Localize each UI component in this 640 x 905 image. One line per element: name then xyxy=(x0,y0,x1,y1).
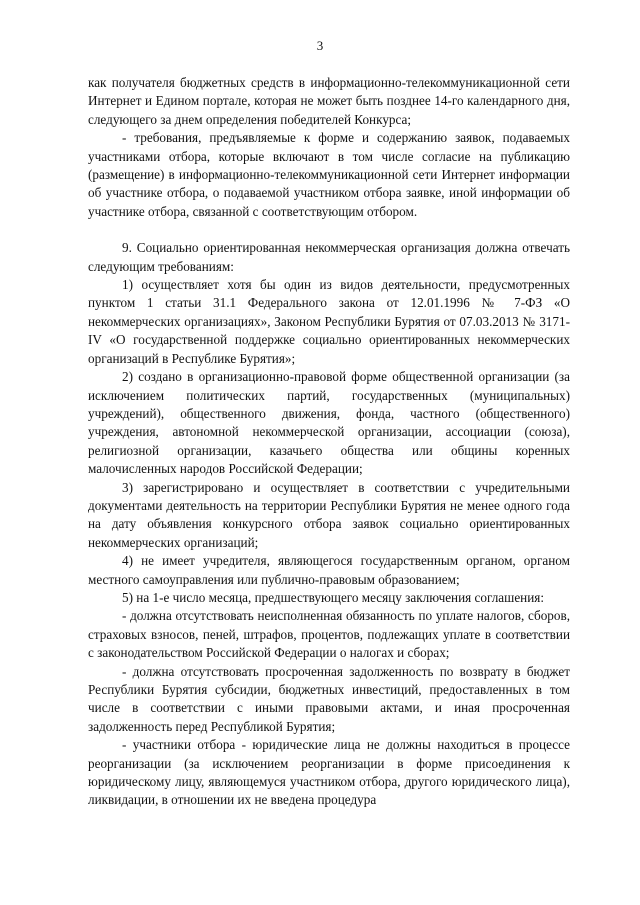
section-9-heading: 9. Социально ориентированная некоммерческая организация должна отвечать следующим требованиям: xyxy=(88,240,570,274)
section-9-subitem: - должна отсутствовать просроченная задолженность по возврату в бюджет Республики Бурятия субсидии, бюджетных инвестиций, предоставленных в том числе в соответствии с иными правовыми актами, и иная просроченная задолженность перед Республикой Бурятия; xyxy=(88,663,570,734)
section-9-item-1: 1) осуществляет хотя бы один из видов деятельности, предусмотренных пунктом 1 статьи 31.1 Федерального закона от 12.01.1996 № 7-ФЗ «О некоммерческих организациях», Законом Республики Бурятия от 07.03.2013 № 3171-IV «О государственной поддержке социально ориентированных некоммерческих организаций в Республике Бурятия»; xyxy=(88,277,570,366)
section-9-item-4: 4) не имеет учредителя, являющегося государственным органом, органом местного самоуправления или публично-правовым образованием; xyxy=(88,553,570,587)
section-9-item-2: 2) создано в организационно-правовой форме общественной организации (за исключением политических партий, государственных (муниципальных) учреждений), общественного движения, фонда, частного (общественного) учреждения, автономной некоммерческой организации, ассоциации (союза), религиозной организации, казачьего общества или общины коренных малочисленных народов Российской Федерации; xyxy=(88,369,570,477)
paragraph: - требования, предъявляемые к форме и содержанию заявок, подаваемых участниками отбора, которые включают в том числе согласие на публикацию (размещение) в информационно-телекоммуникационной сети Интернет информации об участнике отбора, о подаваемой участником отбора заявке, иной информации об участнике отбора, связанной с соответствующим отбором. xyxy=(88,130,570,219)
paragraph: как получателя бюджетных средств в информационно-телекоммуникационной сети Интернет и Едином портале, которая не может быть позднее 14-го календарного дня, следующего за днем определения победителей Конкурса; xyxy=(88,75,570,127)
section-9-item-5: 5) на 1-е число месяца, предшествующего месяцу заключения соглашения: xyxy=(122,589,545,605)
section-9-subitem: - должна отсутствовать неисполненная обязанность по уплате налогов, сборов, страховых взносов, пеней, штрафов, процентов, подлежащих уплате в соответствии с законодательством Российской Федерации о налогах и сборах; xyxy=(88,608,570,661)
paragraph-spacer xyxy=(88,221,570,239)
document-body xyxy=(88,74,570,810)
section-9-subitem: - участники отбора - юридические лица не должны находиться в процессе реорганизации (за исключением реорганизации в форме присоединения к юридическому лицу, являющемуся участником отбора, другого юридического лица), ликвидации, в отношении их не введена процедура xyxy=(88,737,570,808)
page-number: 3 xyxy=(316,38,324,53)
section-9-item-3: 3) зарегистрировано и осуществляет в соответствии с учредительными документами деятельность на территории Республики Бурятия не менее одного года на дату объявления конкурсного отбора заявок социально ориентированных некоммерческих организаций; xyxy=(88,479,570,550)
